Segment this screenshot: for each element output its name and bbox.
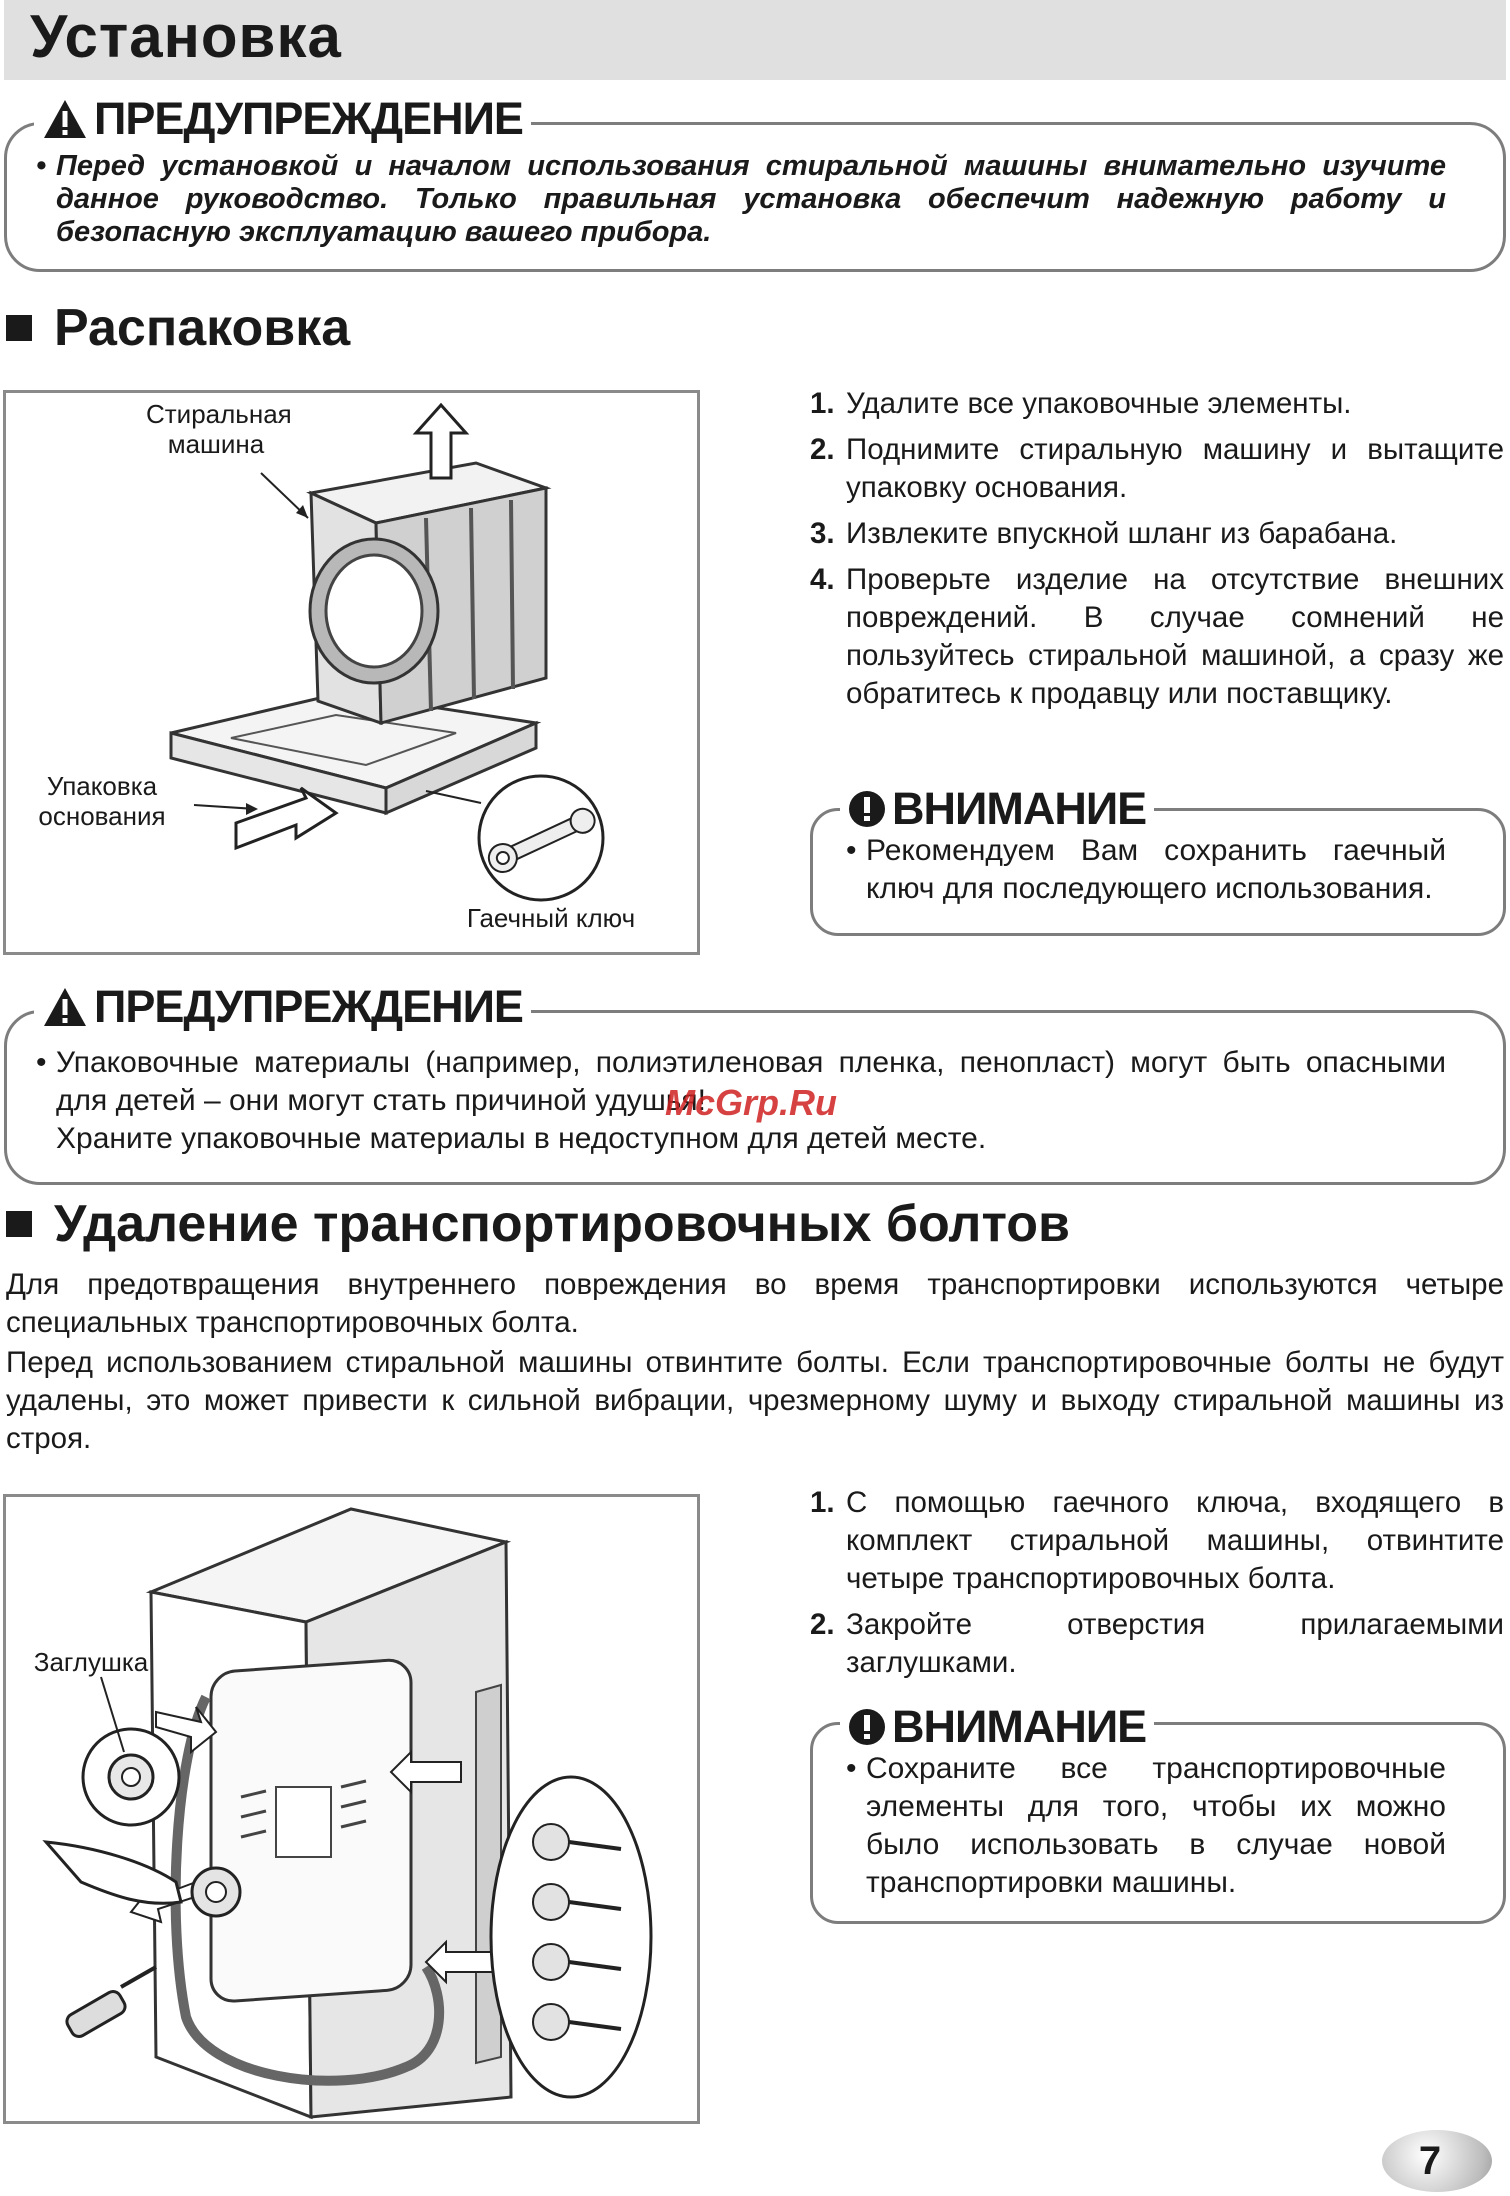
section-heading-unpacking xyxy=(6,298,350,358)
caution-body-1: Рекомендуем Вам сохранить гаечный ключ для последующего использования. xyxy=(866,834,1446,905)
step-text: Закройте отверстия прилагаемыми заглушками. xyxy=(846,1608,1504,1679)
warning-triangle-icon xyxy=(42,98,88,140)
bullet: • xyxy=(36,150,47,182)
step-text: Поднимите стиральную машину и вытащите упаковку основания. xyxy=(846,433,1504,504)
bullet: • xyxy=(846,834,857,867)
step-number: 2. xyxy=(810,1608,835,1641)
step-text: Удалите все упаковочные элементы. xyxy=(846,387,1352,420)
warning-title-1 xyxy=(34,94,531,144)
bolts-figure xyxy=(3,1494,700,2124)
step-item xyxy=(810,1606,1504,1682)
caution-body-2: Сохраните все транспортировочные элементы для того, чтобы их можно было использовать в случае новой транспортировки машины. xyxy=(866,1752,1446,1899)
figure-label-plug: Заглушка xyxy=(33,1647,149,1677)
warning-body-2b: Храните упаковочные материалы в недоступном для детей месте. xyxy=(56,1122,987,1155)
step-text: Извлеките впускной шланг из барабана. xyxy=(846,517,1398,550)
step-number: 4. xyxy=(810,563,835,596)
step-number: 2. xyxy=(810,433,835,466)
caution-text-1 xyxy=(846,832,1446,908)
caution-text-2 xyxy=(846,1750,1446,1902)
step-item xyxy=(810,515,1504,553)
caution-title-text-1: ВНИМАНИЕ xyxy=(892,783,1147,834)
watermark: McGrp.Ru xyxy=(665,1082,838,1123)
step-number: 3. xyxy=(810,517,835,550)
exclamation-icon xyxy=(848,790,886,828)
bullet: • xyxy=(846,1752,857,1785)
step-item xyxy=(810,431,1504,507)
bolts-paragraph-2: Перед использованием стиральной машины отвинтите болты. Если транспортировочные болты не будут удалены, это может привести к сильной вибрации, чрезмерному шуму и выходу стиральной машины из строя. xyxy=(6,1346,1504,1455)
step-item xyxy=(810,385,1504,423)
step-text: Проверьте изделие на отсутствие внешних повреждений. В случае сомнений не пользуйтесь стиральной машиной, а сразу же обратитесь к продавцу или поставщику. xyxy=(846,563,1504,710)
square-bullet-icon xyxy=(6,315,32,341)
washer-back-illustration xyxy=(6,1497,697,2121)
bullet: • xyxy=(36,1046,47,1079)
bolts-steps xyxy=(810,1484,1504,1690)
section-heading-text: Удаление транспортировочных болтов xyxy=(54,1195,1070,1253)
warning-title-text-1: ПРЕДУПРЕЖДЕНИЕ xyxy=(94,93,523,144)
caution-title-1 xyxy=(840,784,1154,834)
step-item xyxy=(810,1484,1504,1598)
section-heading-bolts xyxy=(6,1194,1070,1254)
square-bullet-icon xyxy=(6,1211,32,1237)
page-number: 7 xyxy=(1418,2139,1442,2183)
unpacking-figure xyxy=(3,390,700,955)
unpacking-steps xyxy=(810,385,1504,721)
caution-title-2 xyxy=(840,1702,1154,1752)
warning-text-1 xyxy=(36,150,1446,249)
warning-title-2 xyxy=(34,982,531,1032)
exclamation-icon xyxy=(848,1708,886,1746)
step-text: С помощью гаечного ключа, входящего в комплект стиральной машины, отвинтите четыре транспортировочных болта. xyxy=(846,1486,1504,1595)
warning-triangle-icon xyxy=(42,986,88,1028)
section-heading-text: Распаковка xyxy=(54,299,351,357)
warning-body-1: Перед установкой и началом использования стиральной машины внимательно изучите данное руководство. Только правильная установка обеспечит надежную работу и безопасную эксплуатацию вашего прибора. xyxy=(56,150,1446,248)
warning-title-text-2: ПРЕДУПРЕЖДЕНИЕ xyxy=(94,981,523,1032)
figure-label-wrench: Гаечный ключ xyxy=(466,903,636,933)
caution-title-text-2: ВНИМАНИЕ xyxy=(892,1701,1147,1752)
step-item xyxy=(810,561,1504,713)
page-title: Установка xyxy=(30,3,342,70)
washer-unpacking-illustration xyxy=(6,393,697,952)
bolts-paragraph-1: Для предотвращения внутреннего повреждения во время транспортировки используются четыре специальных транспортировочных болта. xyxy=(6,1268,1504,1339)
step-number: 1. xyxy=(810,1486,835,1519)
figure-label-washer: Стиральная машина xyxy=(146,399,292,459)
warning-body-2: Упаковочные материалы (например, полиэтиленовая пленка, пенопласт) могут быть опасными для детей – они могут стать причиной удушья! xyxy=(56,1046,1446,1117)
step-number: 1. xyxy=(810,387,835,420)
figure-label-base: Упаковка основания xyxy=(38,771,166,831)
